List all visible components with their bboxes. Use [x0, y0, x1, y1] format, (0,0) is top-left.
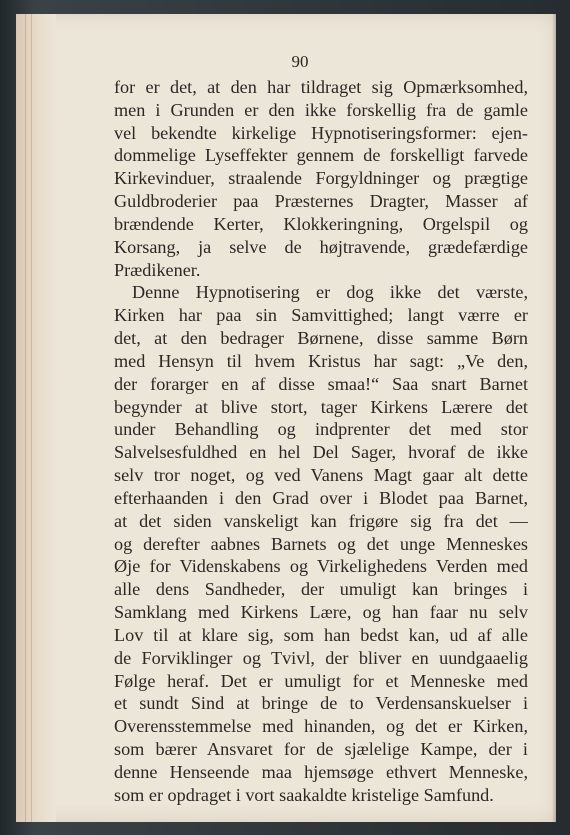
- text-line: Prædikener.: [114, 259, 201, 280]
- text-line: som bærer Ansvaret for de sjælelige Kampe, der i: [114, 739, 528, 760]
- text-line: Overensstemmelse med hinanden, og det er Kirken,: [114, 716, 528, 737]
- text-line: med Hensyn til hvem Kristus har sagt: „Ve den,: [114, 350, 528, 371]
- text-line: Kirken har paa sin Samvittighed; langt værre er: [114, 305, 528, 326]
- gutter-edge-line: [25, 14, 26, 822]
- text-line: Øje for Videnskabens og Virkelighedens Verden med: [114, 556, 528, 577]
- text-line: men i Grunden er den ikke forskellig fra de gamle: [114, 99, 528, 120]
- text-line: at det siden vanskeligt kan frigøre sig fra det —: [114, 510, 528, 531]
- text-line: Kirkevinduer, straalende Forgyldninger og prægtige: [114, 168, 528, 189]
- text-line: for er det, at den har tildraget sig Opmærksomhed,: [114, 77, 528, 97]
- text-line: selv tror noget, og ved Vanens Magt gaar alt dette: [114, 465, 528, 486]
- text-line: vel bekendte kirkelige Hypnotiseringsformer: ejen-: [114, 122, 528, 143]
- text-line: begynder at blive stort, tager Kirkens Lærere det: [114, 396, 528, 417]
- text-line: et sundt Sind at bringe de to Verdensanskuelser i: [114, 693, 528, 714]
- text-line: og derefter aabnes Barnets og det unge Menneskes: [114, 533, 528, 554]
- text-line: Salvelsesfuldhed en hel Del Sager, hvoraf de ikke: [114, 442, 528, 463]
- page-right-edge: [552, 14, 556, 822]
- text-line: Følge heraf. Det er umuligt for et Menneske med: [114, 670, 528, 691]
- text-line: denne Henseende maa hjemsøge ethvert Menneske,: [114, 761, 528, 782]
- text-line: som er opdraget i vort saakaldte kristelige Samfund.: [114, 784, 494, 805]
- text-line: efterhaanden i den Grad over i Blodet paa Barnet,: [114, 487, 528, 508]
- text-line: de Forviklinger og Tvivl, der bliver en uundgaaelig: [114, 647, 528, 668]
- body-text: [114, 76, 528, 807]
- text-line: brændende Kerter, Klokkeringning, Orgelspil og: [114, 213, 528, 234]
- text-line: dommelige Lyseffekter gennem de forskelligt farvede: [114, 145, 528, 166]
- page-number: 90: [291, 52, 309, 71]
- page-gutter: [16, 14, 56, 822]
- text-line: Guldbroderier paa Præsternes Dragter, Masser af: [114, 191, 528, 212]
- text-line: Denne Hypnotisering er dog ikke det værste,: [132, 282, 528, 303]
- text-line: der forarger en af disse smaa!“ Saa snart Barnet: [114, 373, 528, 394]
- text-line: alle dens Sandheder, der umuligt kan bringes i: [114, 579, 528, 600]
- gutter-edge-line: [31, 14, 32, 822]
- text-line: det, at den bedrager Børnene, disse samme Børn: [114, 328, 528, 349]
- text-line: Korsang, ja selve de højtravende, grædefærdige: [114, 236, 528, 257]
- text-line: under Behandling og indprenter det med stor: [114, 419, 528, 440]
- text-line: Samklang med Kirkens Lære, og han faar nu selv: [114, 602, 528, 623]
- text-line: Lov til at klare sig, som han bedst kan, ud af alle: [114, 624, 528, 645]
